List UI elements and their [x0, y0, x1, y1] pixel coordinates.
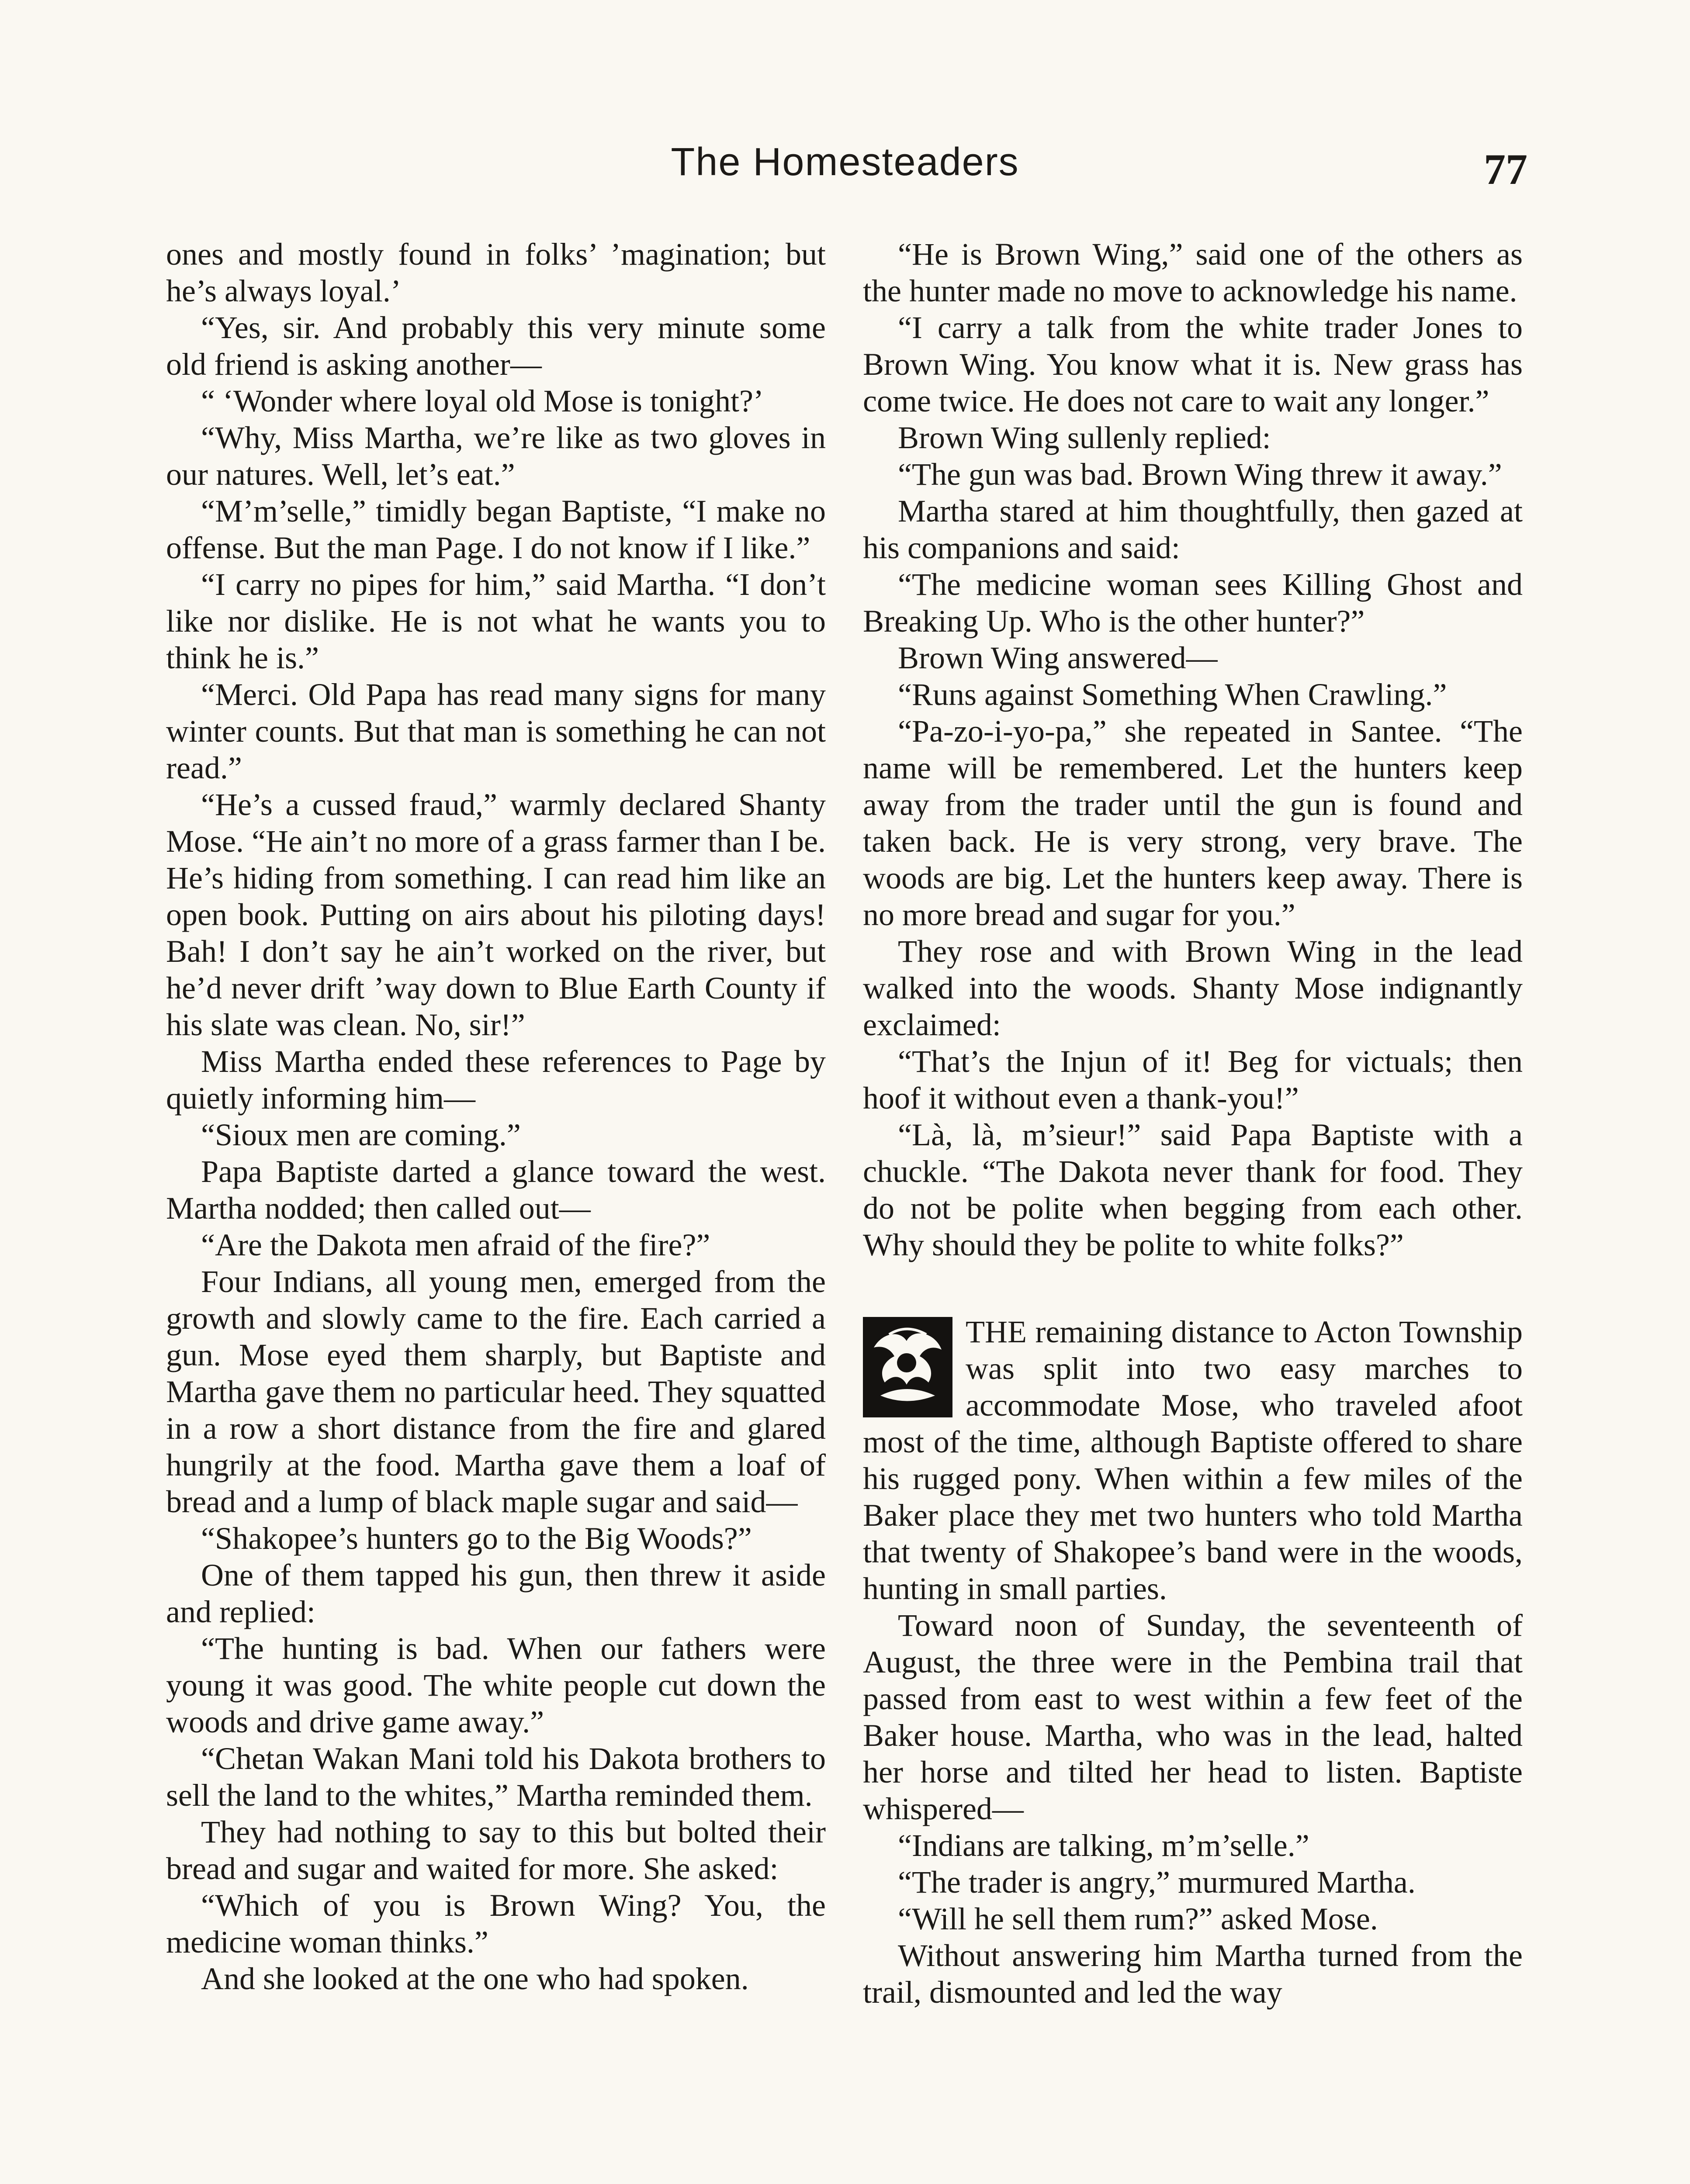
paragraph: “Pa-zo-i-yo-pa,” she repeated in Santee. “The name will be remembered. Let the hunters keep away from the trader until the gun is found and taken back. He is very strong, very brave. The woods are big. Let the hunters keep away. There is no more bread and sugar for you.”	[863, 714, 1523, 932]
paragraph: “Là, là, m’sieur!” said Papa Baptiste with a chuckle. “The Dakota never thank for food. They do not be polite when begging from each other. Why should they be polite to white folks?”	[863, 1117, 1523, 1262]
paragraph: “The hunting is bad. When our fathers were young it was good. The white people cut down the woods and drive game away.”	[166, 1631, 826, 1739]
paragraph: They rose and with Brown Wing in the lead walked into the woods. Shanty Mose indignantly exclaimed:	[863, 934, 1523, 1042]
paragraph: Martha stared at him thoughtfully, then gazed at his companions and said:	[863, 494, 1523, 565]
paragraph: Papa Baptiste darted a glance toward the west. Martha nodded; then called out—	[166, 1154, 826, 1226]
running-title: The Homesteaders	[671, 140, 1019, 184]
paragraph: And she looked at the one who had spoken.	[201, 1961, 749, 1996]
paragraph: Brown Wing answered—	[898, 640, 1218, 675]
paragraph: “Which of you is Brown Wing? You, the medicine woman thinks.”	[166, 1888, 826, 1959]
paragraph: They had nothing to say to this but bolted their bread and sugar and waited for more. She asked:	[166, 1814, 826, 1886]
right-column	[863, 236, 1523, 2011]
paragraph: Miss Martha ended these references to Page by quietly informing him—	[166, 1044, 826, 1116]
paragraph: “He is Brown Wing,” said one of the others as the hunter made no move to acknowledge his name.	[863, 237, 1523, 308]
ornamental-dropcap-icon	[863, 1317, 952, 1417]
left-column	[166, 236, 826, 1997]
paragraph: Four Indians, all young men, emerged from the growth and slowly came to the fire. Each carried a gun. Mose eyed them sharply, but Baptiste and Martha gave them no particular heed. They squatted in a row a short distance from the fire and glared hungrily at the food. Martha gave them a loaf of bread and a lump of black maple sugar and said—	[166, 1264, 826, 1519]
paragraph: “I carry no pipes for him,” said Martha. “I don’t like nor dislike. He is not what he wants you to think he is.”	[166, 567, 826, 675]
paragraph: “Shakopee’s hunters go to the Big Woods?”	[201, 1521, 752, 1556]
page-number: 77	[1484, 145, 1527, 194]
paragraph: “Indians are talking, m’m’selle.”	[898, 1828, 1309, 1863]
paragraph: “Merci. Old Papa has read many signs for many winter counts. But that man is something he can not read.”	[166, 677, 826, 785]
paragraph: “ ‘Wonder where loyal old Mose is tonight?’	[201, 384, 764, 418]
paragraph: “He’s a cussed fraud,” warmly declared Shanty Mose. “He ain’t no more of a grass farmer than I be. He’s hiding from something. I can read him like an open book. Putting on airs about his piloting days! Bah! I don’t say he ain’t worked on the river, but he’d never drift ’way down to Blue Earth County if his slate was clean. No, sir!”	[166, 787, 826, 1042]
paragraph: Toward noon of Sunday, the seventeenth of August, the three were in the Pembina trail that passed from east to west within a few feet of the Baker house. Martha, who was in the lead, halted her horse and tilted her head to listen. Baptiste whispered—	[863, 1608, 1523, 1826]
paragraph: “Why, Miss Martha, we’re like as two gloves in our natures. Well, let’s eat.”	[166, 420, 826, 492]
paragraph: One of them tapped his gun, then threw it aside and replied:	[166, 1558, 826, 1629]
paragraph: “That’s the Injun of it! Beg for victuals; then hoof it without even a thank-you!”	[863, 1044, 1523, 1116]
paragraph: ones and mostly found in folks’ ’magination; but he’s always loyal.’	[166, 237, 826, 308]
paragraph: “The gun was bad. Brown Wing threw it away.”	[898, 457, 1502, 492]
section-opening-paragraph	[863, 1313, 1523, 1607]
paragraph: “Are the Dakota men afraid of the fire?”	[201, 1227, 710, 1262]
paragraph: Brown Wing sullenly replied:	[898, 420, 1271, 455]
paragraph: “The medicine woman sees Killing Ghost and Breaking Up. Who is the other hunter?”	[863, 567, 1523, 639]
paragraph: “M’m’selle,” timidly began Baptiste, “I make no offense. But the man Page. I do not know if I like.”	[166, 494, 826, 565]
paragraph: “Will he sell them rum?” asked Mose.	[898, 1901, 1378, 1936]
paragraph: “I carry a talk from the white trader Jones to Brown Wing. You know what it is. New grass has come twice. He does not care to wait any longer.”	[863, 310, 1523, 418]
paragraph: “Sioux men are coming.”	[201, 1117, 521, 1152]
paragraph: “Yes, sir. And probably this very minute some old friend is asking another—	[166, 310, 826, 382]
paragraph: “Runs against Something When Crawling.”	[898, 677, 1447, 712]
paragraph: “The trader is angry,” murmured Martha.	[898, 1865, 1416, 1900]
section-paragraph-text: THE remaining distance to Acton Township was split into two easy marches to accommodate Mose, who traveled afoot most of the time, although Baptiste offered to share his rugged pony. When within a few miles of the Baker place they met two hunters who told Martha that twenty of Shakopee’s band were in the woods, hunting in small parties.	[863, 1314, 1523, 1606]
paragraph: Without answering him Martha turned from the trail, dismounted and led the way	[863, 1938, 1523, 2010]
paragraph: “Chetan Wakan Mani told his Dakota brothers to sell the land to the whites,” Martha reminded them.	[166, 1741, 826, 1813]
